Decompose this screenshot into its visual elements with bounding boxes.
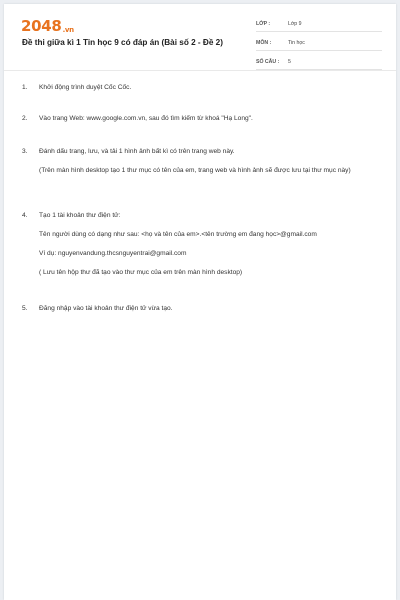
question-number: 5. — [22, 305, 28, 312]
meta-info-panel — [256, 16, 382, 73]
logo-main-text: 2048 — [21, 17, 62, 35]
meta-question-count-label: SỐ CÂU : — [256, 58, 280, 65]
document-page — [4, 4, 396, 600]
question-text: Đăng nhập vào tài khoản thư điện tử vừa tạo. — [39, 305, 173, 312]
meta-row-question-count — [256, 54, 382, 70]
meta-row-grade — [256, 16, 382, 32]
meta-grade-value: Lớp 9 — [288, 20, 302, 27]
meta-subject-value: Tin học — [288, 39, 305, 46]
logo-tld-text: .vn — [62, 26, 74, 34]
question-number: 2. — [22, 115, 28, 122]
site-logo[interactable] — [21, 17, 74, 39]
meta-row-subject — [256, 35, 382, 51]
meta-grade-label: LỚP : — [256, 20, 271, 27]
question-text: Tạo 1 tài khoản thư điện tử: — [39, 212, 121, 219]
question-number: 4. — [22, 212, 28, 219]
question-detail-username-format: Tên người dùng có dạng như sau: <họ và tên của em>.<tên trường em đang học>@gmail.com — [39, 231, 317, 238]
header-divider — [4, 70, 396, 71]
meta-subject-label: MÔN : — [256, 39, 272, 46]
question-text: Vào trang Web: www.google.com.vn, sau đó tìm kiếm từ khoá "Hạ Long". — [39, 115, 253, 122]
question-number: 1. — [22, 84, 28, 91]
document-title: Đề thi giữa kì 1 Tin học 9 có đáp án (Bài số 2 - Đề 2) — [22, 38, 223, 47]
question-note: (Trên màn hình desktop tạo 1 thư mục có tên của em, trang web và hình ảnh sẽ được lưu tại thư mục này) — [39, 167, 351, 174]
question-detail-note: ( Lưu tên hộp thư đã tạo vào thư mục của em trên màn hình desktop) — [39, 269, 243, 276]
question-text: Khởi động trình duyệt Cốc Cốc. — [39, 84, 132, 91]
question-detail-example: Ví dụ: nguyenvandung.thcsnguyentrai@gmail.com — [39, 250, 187, 257]
question-text: Đánh dấu trang, lưu, và tải 1 hình ảnh bất kì có trên trang web này. — [39, 148, 235, 155]
question-number: 3. — [22, 148, 28, 155]
meta-question-count-value: 5 — [288, 58, 291, 65]
